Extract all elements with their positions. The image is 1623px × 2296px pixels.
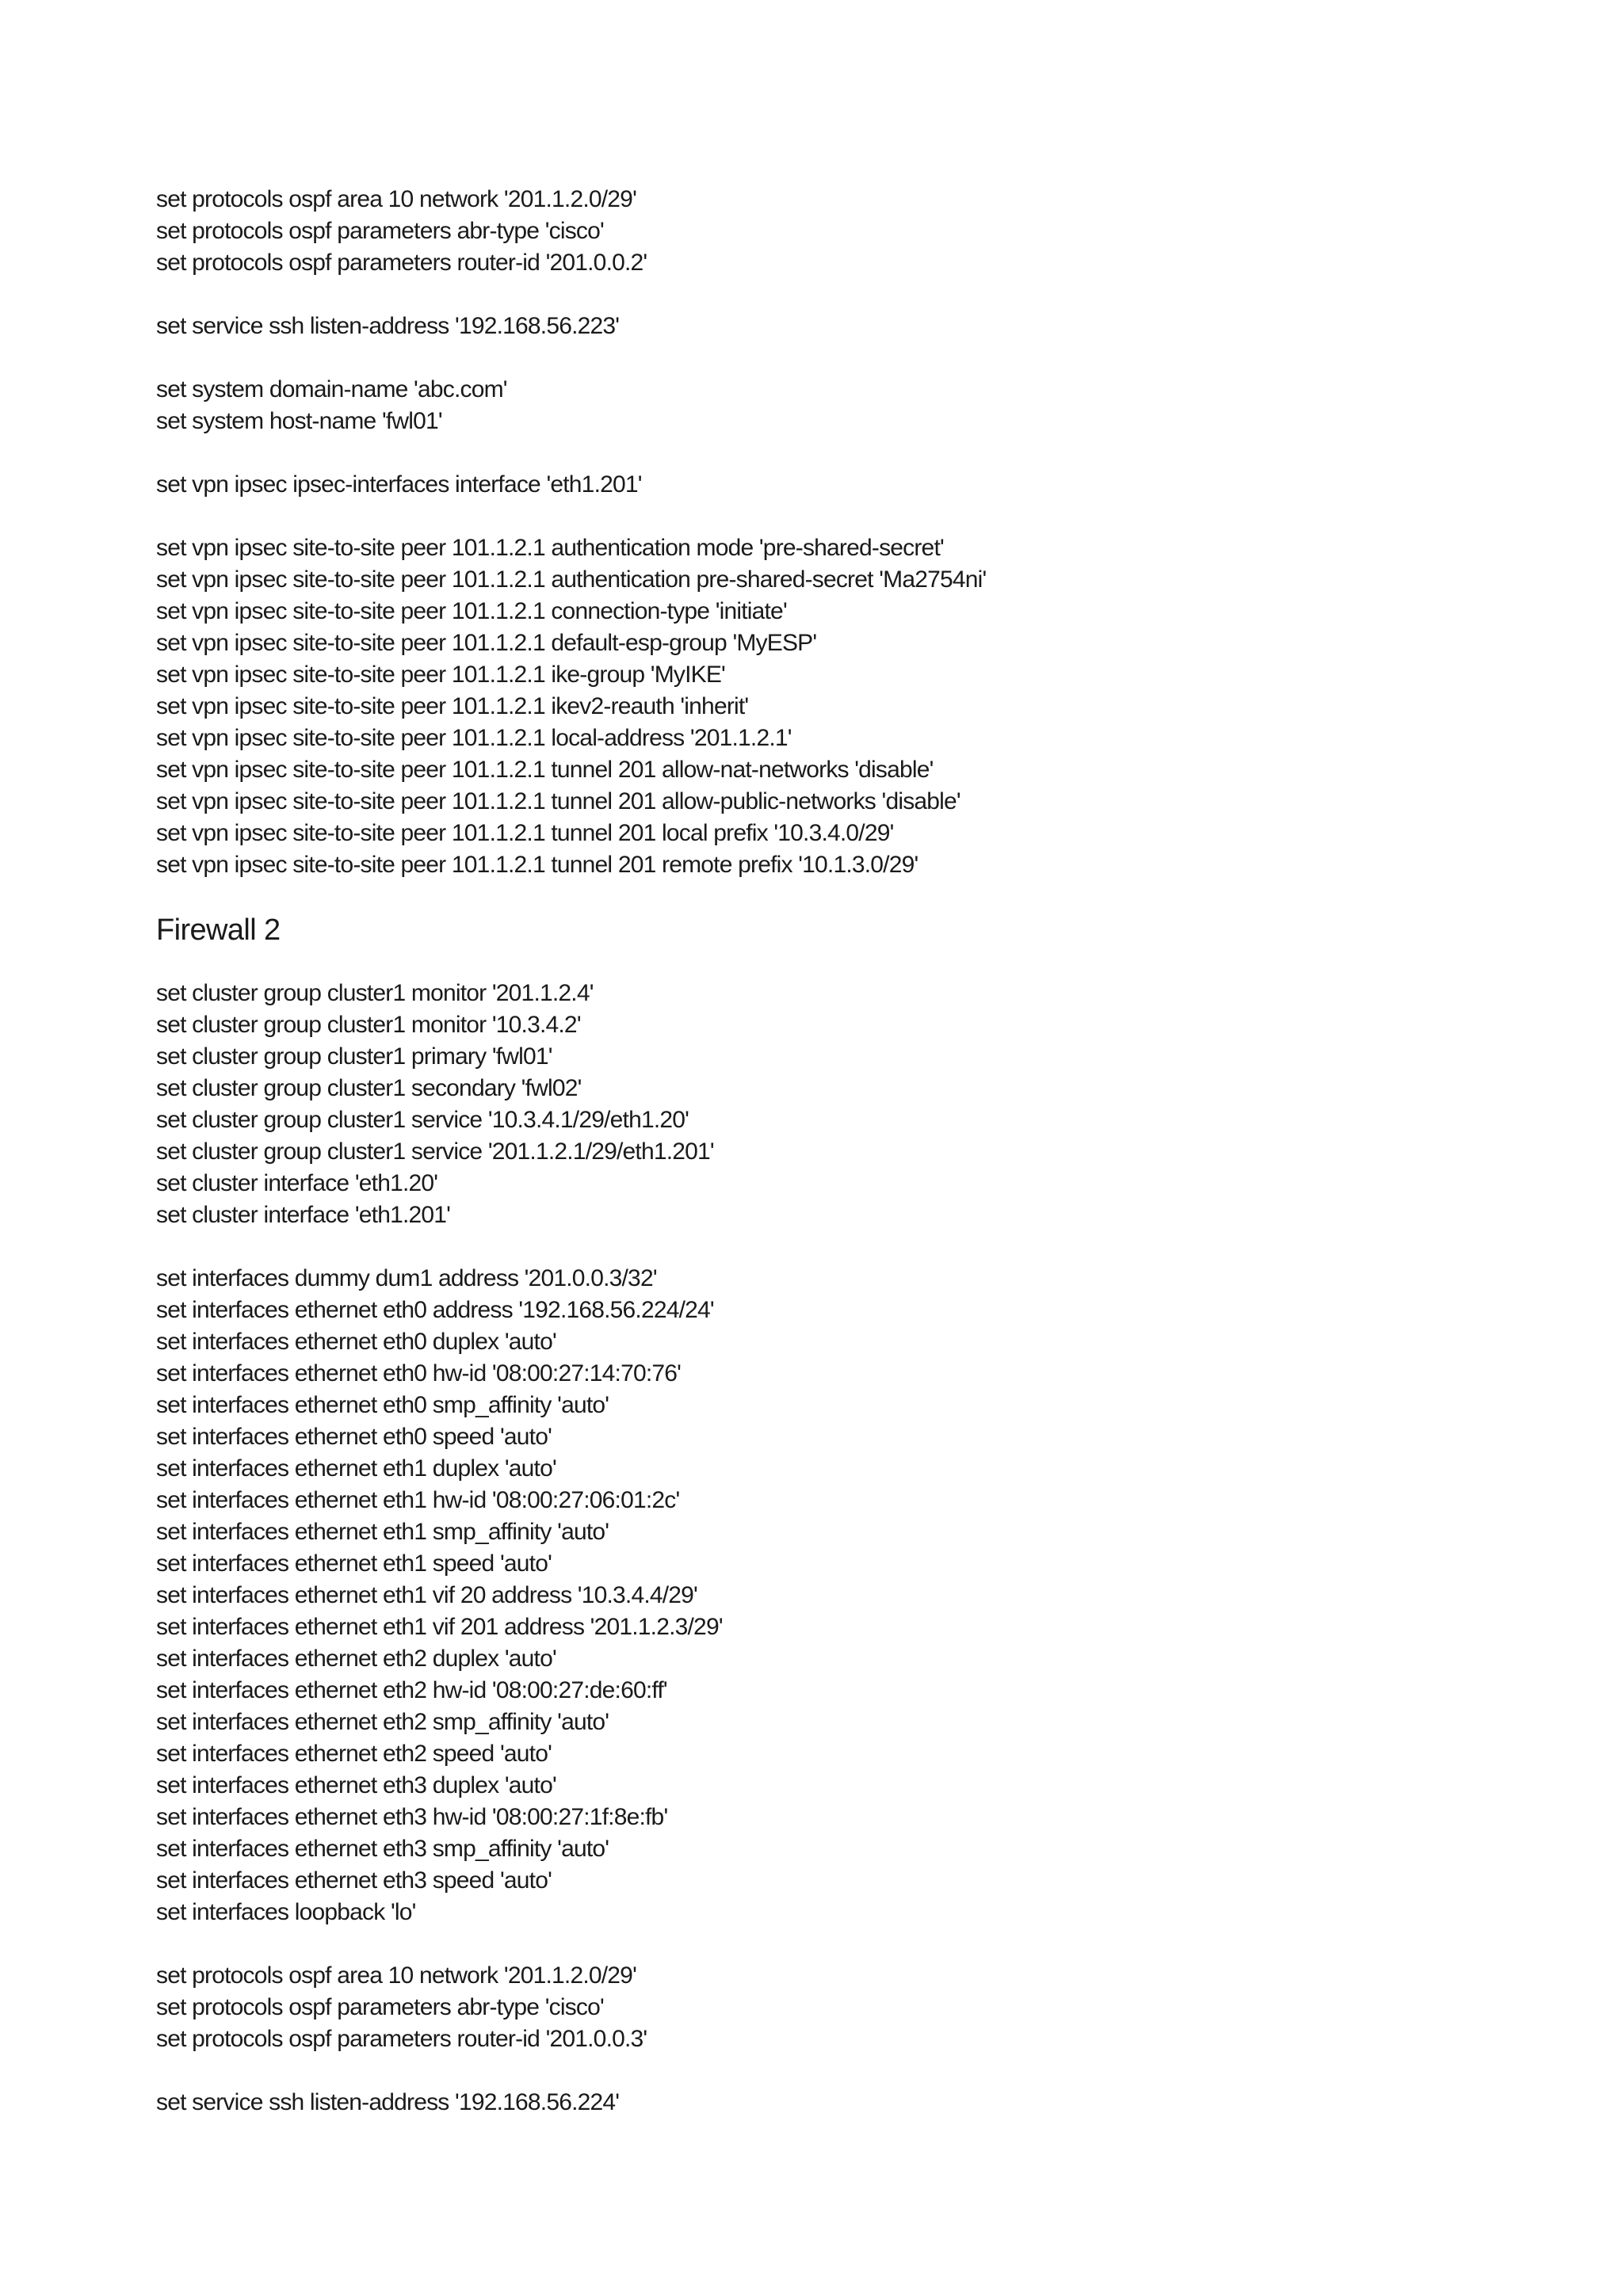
config-block	[156, 469, 1503, 501]
config-line: set cluster group cluster1 secondary 'fwl02'	[156, 1075, 582, 1101]
config-block	[156, 2087, 1503, 2119]
config-line: set interfaces ethernet eth0 smp_affinity 'auto'	[156, 1392, 609, 1418]
config-line: set cluster group cluster1 monitor '10.3.4.2'	[156, 1012, 581, 1038]
config-line: set vpn ipsec site-to-site peer 101.1.2.1 tunnel 201 remote prefix '10.1.3.0/29'	[156, 852, 918, 878]
config-line: set interfaces ethernet eth3 speed 'auto'	[156, 1867, 552, 1894]
config-block	[156, 1263, 1503, 1928]
config-line: set interfaces dummy dum1 address '201.0.0.3/32'	[156, 1265, 657, 1291]
document-content	[156, 184, 1503, 2150]
config-line: set vpn ipsec site-to-site peer 101.1.2.1 local-address '201.1.2.1'	[156, 725, 792, 751]
config-line: set vpn ipsec site-to-site peer 101.1.2.1 ike-group 'MyIKE'	[156, 662, 725, 688]
config-line: set vpn ipsec site-to-site peer 101.1.2.1 connection-type 'initiate'	[156, 598, 787, 624]
config-line: set protocols ospf area 10 network '201.1.2.0/29'	[156, 186, 636, 212]
section-heading: Firewall 2	[156, 913, 281, 947]
config-line: set protocols ospf parameters router-id '201.0.0.3'	[156, 2026, 647, 2052]
config-line: set vpn ipsec site-to-site peer 101.1.2.1 default-esp-group 'MyESP'	[156, 630, 817, 656]
config-line: set system host-name 'fwl01'	[156, 408, 442, 434]
config-line: set interfaces ethernet eth2 speed 'auto'	[156, 1741, 552, 1767]
config-line: set vpn ipsec site-to-site peer 101.1.2.1 tunnel 201 local prefix '10.3.4.0/29'	[156, 820, 894, 846]
config-line: set interfaces ethernet eth0 duplex 'auto'	[156, 1329, 556, 1355]
config-line: set vpn ipsec site-to-site peer 101.1.2.1 authentication mode 'pre-shared-secret'	[156, 535, 944, 561]
config-line: set interfaces ethernet eth2 duplex 'auto'	[156, 1646, 556, 1672]
config-line: set vpn ipsec site-to-site peer 101.1.2.1 tunnel 201 allow-nat-networks 'disable'	[156, 757, 934, 783]
config-line: set cluster group cluster1 monitor '201.1.2.4'	[156, 980, 594, 1006]
config-line: set interfaces ethernet eth1 hw-id '08:00:27:06:01:2c'	[156, 1487, 680, 1513]
config-block	[156, 311, 1503, 342]
config-line: set cluster interface 'eth1.20'	[156, 1170, 438, 1196]
config-line: set interfaces ethernet eth2 hw-id '08:00:27:de:60:ff'	[156, 1677, 667, 1703]
config-line: set vpn ipsec site-to-site peer 101.1.2.1 ikev2-reauth 'inherit'	[156, 693, 749, 719]
config-line: set vpn ipsec site-to-site peer 101.1.2.1 authentication pre-shared-secret 'Ma2754ni'	[156, 566, 987, 593]
config-line: set protocols ospf area 10 network '201.1.2.0/29'	[156, 1962, 636, 1989]
config-block	[156, 1960, 1503, 2055]
config-line: set interfaces ethernet eth0 speed 'auto'	[156, 1424, 552, 1450]
config-line: set interfaces ethernet eth3 duplex 'auto'	[156, 1772, 556, 1798]
config-line: set protocols ospf parameters abr-type 'cisco'	[156, 1994, 604, 2020]
config-line: set cluster group cluster1 service '10.3.4.1/29/eth1.20'	[156, 1107, 689, 1133]
config-block	[156, 184, 1503, 279]
config-line: set service ssh listen-address '192.168.56.224'	[156, 2089, 620, 2115]
config-line: set interfaces ethernet eth1 vif 201 address '201.1.2.3/29'	[156, 1614, 723, 1640]
config-line: set protocols ospf parameters router-id '201.0.0.2'	[156, 250, 647, 276]
config-line: set protocols ospf parameters abr-type 'cisco'	[156, 218, 604, 244]
config-line: set interfaces ethernet eth1 vif 20 address '10.3.4.4/29'	[156, 1582, 697, 1608]
config-block	[156, 978, 1503, 1231]
config-block	[156, 374, 1503, 437]
config-line: set cluster group cluster1 primary 'fwl01'	[156, 1043, 552, 1070]
config-line: set service ssh listen-address '192.168.56.223'	[156, 313, 620, 339]
config-line: set cluster interface 'eth1.201'	[156, 1202, 451, 1228]
config-line: set interfaces ethernet eth3 hw-id '08:00:27:1f:8e:fb'	[156, 1804, 668, 1830]
config-line: set system domain-name 'abc.com'	[156, 376, 507, 402]
config-line: set cluster group cluster1 service '201.1.2.1/29/eth1.201'	[156, 1138, 714, 1165]
config-line: set interfaces ethernet eth1 smp_affinity 'auto'	[156, 1519, 609, 1545]
config-line: set interfaces ethernet eth0 address '192.168.56.224/24'	[156, 1297, 714, 1323]
config-line: set interfaces ethernet eth0 hw-id '08:00:27:14:70:76'	[156, 1360, 682, 1386]
config-line: set interfaces ethernet eth1 duplex 'auto'	[156, 1455, 556, 1482]
config-line: set vpn ipsec site-to-site peer 101.1.2.1 tunnel 201 allow-public-networks 'disable'	[156, 788, 960, 814]
config-line: set interfaces ethernet eth3 smp_affinity 'auto'	[156, 1836, 609, 1862]
config-line: set vpn ipsec ipsec-interfaces interface 'eth1.201'	[156, 471, 642, 498]
config-line: set interfaces loopback 'lo'	[156, 1899, 416, 1925]
config-line: set interfaces ethernet eth1 speed 'auto'	[156, 1550, 552, 1577]
config-line: set interfaces ethernet eth2 smp_affinity 'auto'	[156, 1709, 609, 1735]
config-block	[156, 532, 1503, 881]
